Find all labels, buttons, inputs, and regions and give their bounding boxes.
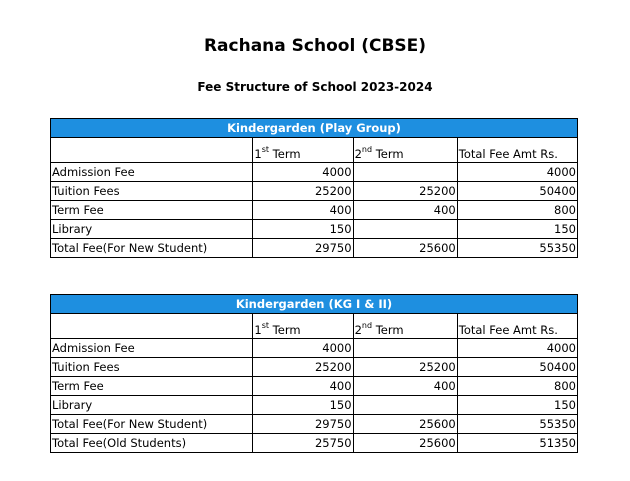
table-heading-row (51, 295, 578, 314)
table-row (51, 339, 578, 358)
row-label: Library (51, 220, 253, 239)
term1-value: 400 (253, 201, 353, 220)
table-row (51, 163, 578, 182)
total-value: 800 (457, 201, 577, 220)
total-value: 55350 (457, 415, 577, 434)
term2-value (353, 220, 457, 239)
term2-value: 25600 (353, 239, 457, 258)
row-label: Total Fee(For New Student) (51, 415, 253, 434)
header-term2: 2nd Term (353, 138, 457, 163)
row-label: Library (51, 396, 253, 415)
total-value: 4000 (457, 339, 577, 358)
table-heading: Kindergarden (KG I & II) (51, 295, 578, 314)
row-label: Tuition Fees (51, 182, 253, 201)
table-row (51, 201, 578, 220)
header-empty-cell (51, 138, 253, 163)
table-heading: Kindergarden (Play Group) (51, 119, 578, 138)
total-value: 50400 (457, 358, 577, 377)
term1-value: 25750 (253, 434, 353, 453)
term2-value: 25200 (353, 182, 457, 201)
row-label: Admission Fee (51, 163, 253, 182)
total-value: 51350 (457, 434, 577, 453)
header-term1: 1st Term (253, 314, 353, 339)
row-label: Term Fee (51, 201, 253, 220)
header-empty-cell (51, 314, 253, 339)
row-label: Tuition Fees (51, 358, 253, 377)
term1-value: 150 (253, 396, 353, 415)
table-row (51, 377, 578, 396)
term1-value: 25200 (253, 358, 353, 377)
row-label: Admission Fee (51, 339, 253, 358)
term1-value: 150 (253, 220, 353, 239)
total-value: 4000 (457, 163, 577, 182)
term2-value (353, 339, 457, 358)
term2-value: 25600 (353, 415, 457, 434)
term1-value: 29750 (253, 239, 353, 258)
header-term2: 2nd Term (353, 314, 457, 339)
table-row (51, 182, 578, 201)
column-header-row (51, 314, 578, 339)
table-heading-row (51, 119, 578, 138)
total-value: 150 (457, 220, 577, 239)
school-title: Rachana School (CBSE) (203, 36, 427, 56)
row-label: Total Fee(For New Student) (51, 239, 253, 258)
column-header-row (51, 138, 578, 163)
term1-value: 400 (253, 377, 353, 396)
row-label: Term Fee (51, 377, 253, 396)
total-value: 50400 (457, 182, 577, 201)
header-term1: 1st Term (253, 138, 353, 163)
term2-value: 25600 (353, 434, 457, 453)
table-row (51, 358, 578, 377)
total-value: 150 (457, 396, 577, 415)
table-row (51, 220, 578, 239)
fee-structure-subtitle: Fee Structure of School 2023-2024 (197, 80, 433, 94)
fee-table-kg (50, 294, 578, 453)
fee-table-play-group (50, 118, 578, 258)
row-label: Total Fee(Old Students) (51, 434, 253, 453)
term2-value (353, 163, 457, 182)
table-row (51, 396, 578, 415)
term2-value: 400 (353, 201, 457, 220)
table-row (51, 415, 578, 434)
term1-value: 29750 (253, 415, 353, 434)
header-total: Total Fee Amt Rs. (457, 314, 577, 339)
term1-value: 25200 (253, 182, 353, 201)
table-row (51, 239, 578, 258)
table-row (51, 434, 578, 453)
header-total: Total Fee Amt Rs. (457, 138, 577, 163)
total-value: 800 (457, 377, 577, 396)
term2-value: 400 (353, 377, 457, 396)
term2-value (353, 396, 457, 415)
term1-value: 4000 (253, 163, 353, 182)
total-value: 55350 (457, 239, 577, 258)
term1-value: 4000 (253, 339, 353, 358)
term2-value: 25200 (353, 358, 457, 377)
